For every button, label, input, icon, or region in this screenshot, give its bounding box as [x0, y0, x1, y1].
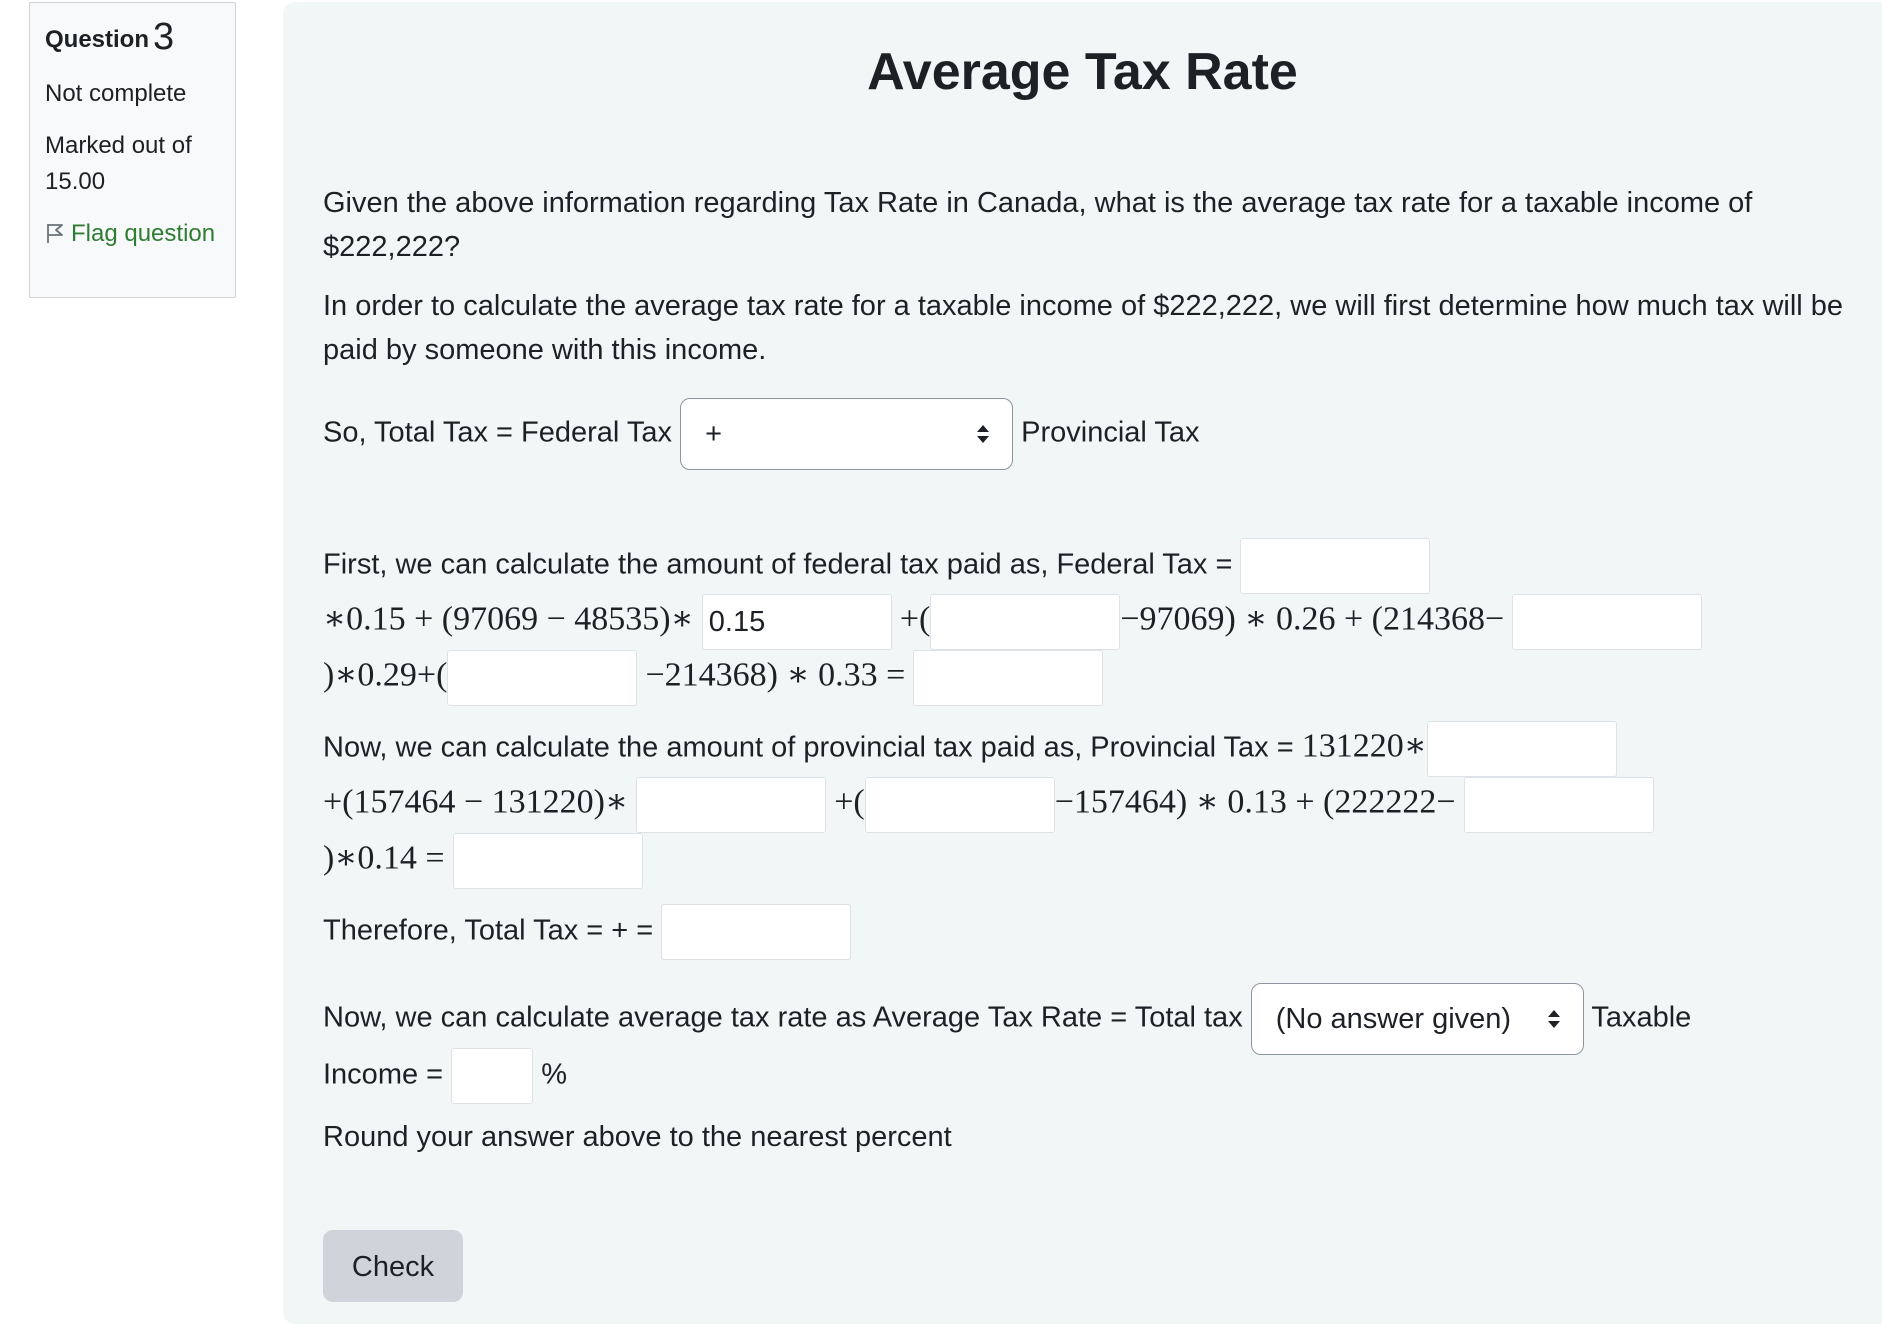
question-state: Not complete	[45, 80, 187, 107]
total-tax-input[interactable]	[661, 904, 851, 960]
flag-question-label: Flag question	[71, 220, 216, 247]
average-tax-line	[323, 983, 1691, 1055]
provincial-input-3[interactable]	[865, 777, 1055, 833]
explanation-text: In order to calculate the average tax rate for a taxable income of $222,222, we will first determine how much tax will be paid by someone with this income.	[323, 290, 1844, 366]
round-note: Round your answer above to the nearest percent	[323, 1121, 952, 1153]
average-tax-rate-input[interactable]	[451, 1048, 533, 1104]
total-tax-line	[323, 398, 1200, 470]
income-line	[323, 1048, 567, 1104]
provincial-math-3: −157464) ∗ 0.13 + (222222−	[1054, 783, 1456, 821]
provincial-tax-result-input[interactable]	[453, 833, 643, 889]
federal-math-4: )∗0.29+(	[323, 656, 448, 694]
question-number: 3	[153, 16, 175, 58]
question-content	[283, 2, 1882, 1324]
question-grade: Marked out of 15.00	[45, 132, 192, 195]
flag-question-link[interactable]	[45, 216, 220, 252]
provincial-tax-line-2	[323, 777, 1654, 833]
provincial-math-4: )∗0.14 =	[323, 839, 445, 877]
federal-input-5[interactable]	[447, 650, 637, 706]
question-text: Given the above information regarding Tax Rate in Canada, what is the average tax rate for a taxable income of $222,222?	[323, 187, 1753, 263]
federal-input-4[interactable]	[1512, 594, 1702, 650]
question-label: Question	[45, 26, 150, 53]
federal-tax-intro: First, we can calculate the amount of federal tax paid as, Federal Tax =	[323, 548, 1233, 581]
provincial-math-1: +(157464 − 131220)∗	[323, 783, 629, 821]
question-number-heading	[45, 16, 220, 58]
average-operator-select-value: (No answer given)	[1275, 1003, 1512, 1035]
select-arrows-icon	[1547, 1008, 1561, 1030]
total-tax-suffix: Provincial Tax	[1021, 416, 1200, 449]
provincial-math-2: +(	[834, 783, 865, 821]
question-title: Average Tax Rate	[867, 43, 1298, 101]
check-button[interactable]: Check	[323, 1230, 463, 1302]
income-label: Income =	[323, 1058, 444, 1091]
federal-math-3: −97069) ∗ 0.26 + (214368−	[1120, 600, 1505, 638]
federal-input-3[interactable]	[930, 594, 1120, 650]
operator-select-value: +	[705, 418, 723, 450]
federal-input-1[interactable]	[1240, 538, 1430, 594]
provincial-tax-intro: Now, we can calculate the amount of provincial tax paid as, Provincial Tax =	[323, 731, 1294, 764]
question-info-panel	[29, 2, 236, 298]
percent-sign: %	[541, 1058, 568, 1091]
federal-tax-line-3	[323, 650, 1103, 706]
average-operator-select[interactable]	[1251, 983, 1584, 1055]
provincial-math-0: 131220∗	[1301, 727, 1427, 765]
federal-math-2: +(	[899, 600, 931, 638]
select-arrows-icon	[976, 423, 990, 445]
federal-tax-line-2	[323, 594, 1702, 650]
therefore-line	[323, 904, 851, 960]
operator-select[interactable]	[680, 398, 1013, 470]
federal-tax-line-1	[323, 538, 1430, 594]
flag-icon	[45, 222, 65, 244]
federal-input-2[interactable]: 0.15	[702, 594, 892, 650]
provincial-input-1[interactable]	[1427, 721, 1617, 777]
average-tax-prefix: Now, we can calculate average tax rate as Average Tax Rate = Total tax	[323, 1001, 1243, 1034]
therefore-text: Therefore, Total Tax = + =	[323, 914, 654, 947]
provincial-tax-line-3	[323, 833, 643, 889]
federal-math-5: −214368) ∗ 0.33 =	[645, 656, 906, 694]
provincial-tax-line-1	[323, 721, 1617, 777]
average-tax-suffix: Taxable	[1591, 1001, 1692, 1034]
federal-tax-result-input[interactable]	[913, 650, 1103, 706]
total-tax-prefix: So, Total Tax = Federal Tax	[323, 416, 673, 449]
provincial-input-2[interactable]	[636, 777, 826, 833]
provincial-input-4[interactable]	[1464, 777, 1654, 833]
federal-math-1: ∗0.15 + (97069 − 48535)∗	[323, 600, 694, 638]
